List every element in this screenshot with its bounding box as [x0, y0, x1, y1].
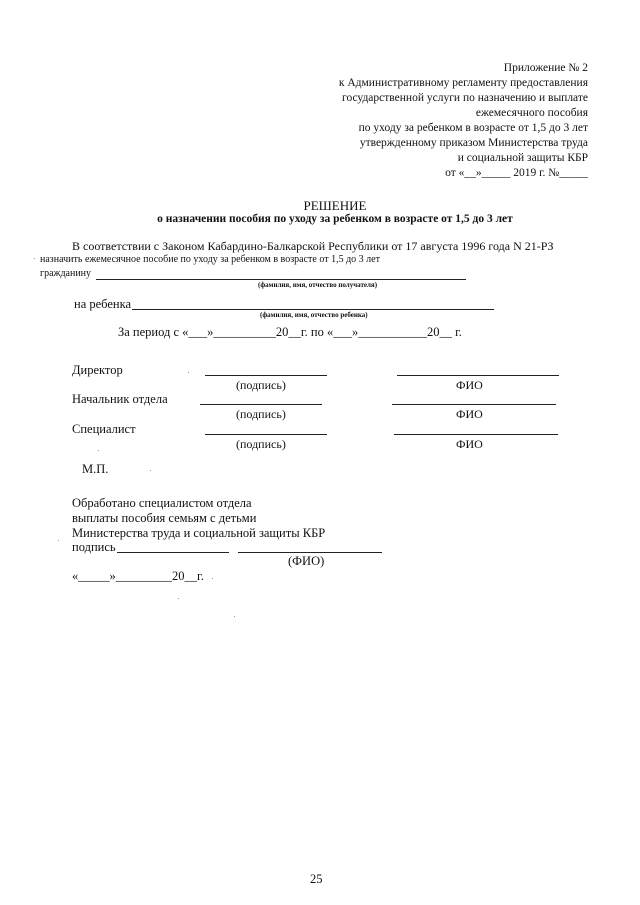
citizen-label: гражданину: [40, 268, 92, 279]
head-fio-line[interactable]: [392, 404, 556, 405]
header-line-6: утвержденному приказом Министерства труда: [359, 137, 588, 149]
header-line-3: государственной услуги по назначению и выплате: [342, 92, 588, 104]
citizen-name-field[interactable]: [96, 279, 466, 280]
director-sign-caption: (подпись): [236, 378, 286, 392]
child-name-field[interactable]: [132, 309, 494, 310]
document-title: РЕШЕНИЕ: [303, 198, 367, 213]
header-line-2: к Административному регламенту предоставления: [338, 77, 588, 89]
processed-sign-label: подпись: [72, 540, 116, 554]
scan-speck: [34, 258, 35, 259]
processed-fio-line[interactable]: [238, 552, 382, 553]
law-reference: В соответствии с Законом Кабардино-Балкарской Республики от 17 августа 1996 года N 21-РЗ: [72, 239, 554, 253]
assign-statement: назначить ежемесячное пособие по уходу за ребенком в возрасте от 1,5 до 3 лет: [40, 254, 380, 265]
header-line-7: и социальной защиты КБР: [457, 152, 588, 164]
processed-line-3: Министерства труда и социальной защиты КБР: [72, 526, 326, 540]
scan-speck: [212, 578, 213, 579]
director-fio-line[interactable]: [397, 375, 559, 376]
specialist-fio-caption: ФИО: [456, 437, 483, 451]
processed-line-2: выплаты пособия семьям с детьми: [72, 511, 257, 525]
scan-speck: [150, 470, 151, 471]
head-sign-line[interactable]: [200, 404, 322, 405]
processed-fio-caption: (ФИО): [288, 554, 325, 568]
header-line-4: ежемесячного пособия: [475, 107, 588, 119]
scan-speck: [98, 450, 99, 451]
header-line-8: от «__»_____ 2019 г. №_____: [445, 167, 588, 179]
scan-speck: [234, 616, 235, 617]
head-fio-caption: ФИО: [456, 407, 483, 421]
processed-sign-line[interactable]: [117, 552, 229, 553]
role-department-head: Начальник отдела: [72, 392, 168, 406]
header-line-1: Приложение № 2: [503, 62, 588, 74]
role-director: Директор: [72, 363, 123, 377]
scan-speck: [58, 540, 59, 541]
header-line-5: по уходу за ребенком в возрасте от 1,5 до 3 лет: [358, 122, 588, 134]
processed-date: «_____»_________20__г.: [72, 569, 204, 583]
scan-speck: [178, 598, 179, 599]
specialist-sign-caption: (подпись): [236, 437, 286, 451]
child-label: на ребенка: [74, 297, 132, 311]
page-number: 25: [310, 872, 323, 886]
role-specialist: Специалист: [72, 422, 136, 436]
stamp-place: М.П.: [82, 462, 109, 476]
scan-speck: [188, 372, 189, 373]
head-sign-caption: (подпись): [236, 407, 286, 421]
citizen-caption: (фамилия, имя, отчество получателя): [258, 281, 378, 289]
child-caption: (фамилия, имя, отчество ребенка): [260, 311, 368, 319]
processed-line-1: Обработано специалистом отдела: [72, 496, 252, 510]
specialist-fio-line[interactable]: [394, 434, 558, 435]
director-sign-line[interactable]: [205, 375, 327, 376]
document-subtitle: о назначении пособия по уходу за ребенком в возрасте от 1,5 до 3 лет: [157, 213, 513, 225]
specialist-sign-line[interactable]: [205, 434, 327, 435]
director-fio-caption: ФИО: [456, 378, 483, 392]
period-line: За период с «___»__________20__г. по «___»___________20__ г.: [118, 325, 462, 339]
